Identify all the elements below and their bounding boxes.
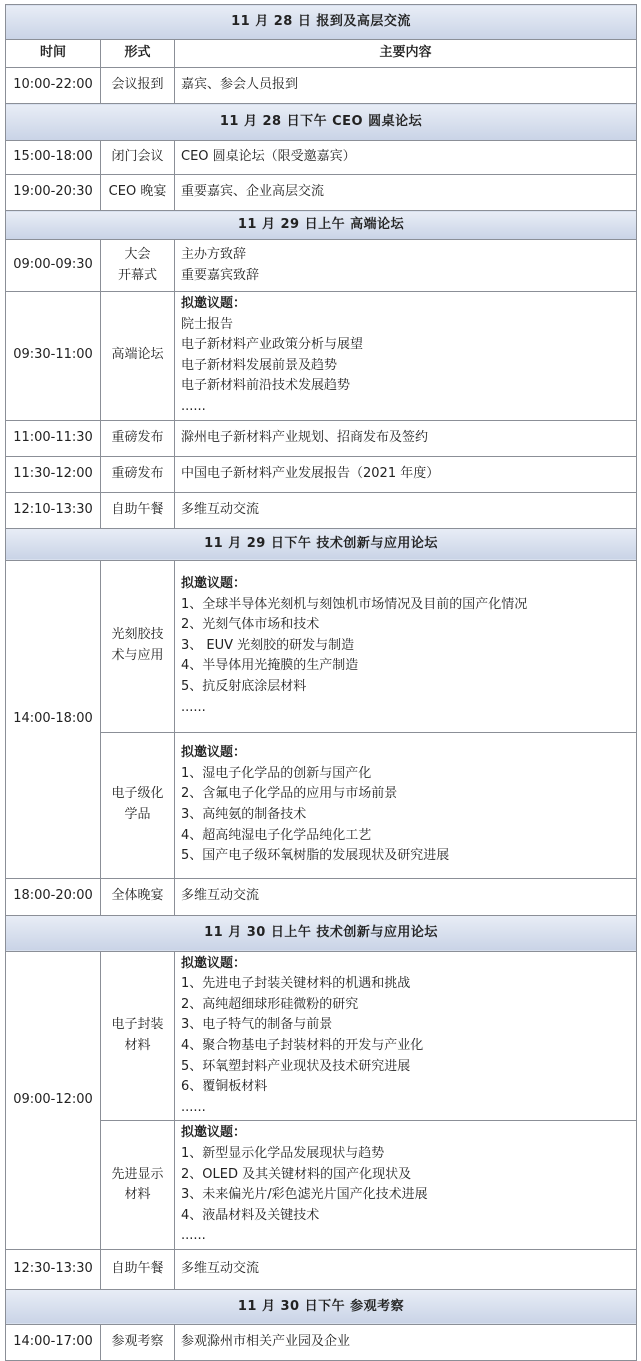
column-header-form: 形式	[101, 40, 175, 68]
form-cell	[101, 68, 175, 104]
form-line: 高端论坛	[111, 347, 164, 363]
form-line: 参观考察	[111, 1334, 164, 1350]
table-row	[6, 175, 637, 211]
form-cell	[101, 951, 175, 1121]
table-row	[6, 732, 637, 878]
table-row	[6, 1249, 637, 1289]
form-line: 闭门会议	[111, 149, 164, 165]
content-line: 多维互动交流	[181, 1261, 260, 1277]
content-line: ......	[181, 398, 206, 414]
content-line: 5、国产电子级环氧树脂的发展现状及研究进展	[181, 848, 450, 864]
time-cell: 09:00-12:00	[6, 951, 101, 1249]
content-cell	[175, 492, 637, 528]
section-title: 11 月 28 日下午 CEO 圆桌论坛	[6, 104, 637, 141]
content-line: 2、高纯超细球形硅微粉的研究	[181, 996, 359, 1012]
content-line: CEO 圆桌论坛（限受邀嘉宾）	[181, 149, 356, 165]
form-line: 光刻胶技	[111, 627, 164, 643]
content-line: 1、湿电子化学品的创新与国产化	[181, 765, 372, 781]
form-cell	[101, 560, 175, 732]
content-line: 6、覆铜板材料	[181, 1079, 268, 1095]
form-line: 材料	[124, 1187, 151, 1203]
form-line: 大会	[124, 246, 151, 262]
section-header	[6, 528, 637, 560]
form-line: 自助午餐	[111, 501, 164, 517]
content-line: ......	[181, 699, 206, 715]
table-row	[6, 292, 637, 421]
section-header	[6, 5, 637, 40]
content-line: 主办方致辞	[181, 246, 247, 262]
form-line: 全体晚宴	[111, 888, 164, 904]
table-row	[6, 420, 637, 456]
content-line: 4、液晶材料及关键技术	[181, 1207, 320, 1223]
column-header-time: 时间	[6, 40, 101, 68]
table-row	[6, 951, 637, 1121]
content-line: 院士报告	[181, 316, 234, 332]
content-cell	[175, 732, 637, 878]
content-line: 中国电子新材料产业发展报告（2021 年度）	[181, 465, 440, 481]
form-cell	[101, 141, 175, 175]
form-cell	[101, 1324, 175, 1360]
content-cell	[175, 292, 637, 421]
content-cell	[175, 240, 637, 292]
content-cell	[175, 1324, 637, 1360]
topic-title: 拟邀议题：	[181, 745, 247, 761]
form-line: 重磅发布	[111, 465, 164, 481]
content-cell	[175, 1121, 637, 1250]
section-header	[6, 915, 637, 951]
topic-title: 拟邀议题：	[181, 1125, 247, 1141]
form-line: 材料	[124, 1037, 151, 1053]
agenda-body	[6, 5, 637, 1361]
form-cell	[101, 240, 175, 292]
form-line: CEO 晚宴	[108, 184, 167, 200]
content-line: 重要嘉宾、企业高层交流	[181, 184, 325, 200]
content-line: ......	[181, 1099, 206, 1115]
content-cell	[175, 68, 637, 104]
time-cell: 14:00-17:00	[6, 1324, 101, 1360]
content-line: 滁州电子新材料产业规划、招商发布及签约	[181, 429, 429, 445]
content-line: 1、全球半导体光刻机与刻蚀机市场情况及目前的国产化情况	[181, 596, 528, 612]
section-header	[6, 104, 637, 141]
table-row	[6, 141, 637, 175]
content-line: 电子新材料产业政策分析与展望	[181, 337, 364, 353]
content-line: 多维互动交流	[181, 888, 260, 904]
section-title: 11 月 29 日上午 高端论坛	[6, 211, 637, 240]
content-line: 3、未来偏光片/彩色滤光片国产化技术进展	[181, 1187, 428, 1203]
form-cell	[101, 492, 175, 528]
table-row	[6, 240, 637, 292]
section-header	[6, 1289, 637, 1324]
time-cell: 11:30-12:00	[6, 456, 101, 492]
form-cell	[101, 732, 175, 878]
content-line: 重要嘉宾致辞	[181, 267, 260, 283]
column-header-row	[6, 40, 637, 68]
content-line: 2、光刻气体市场和技术	[181, 617, 320, 633]
content-line: 4、超高纯湿电子化学品纯化工艺	[181, 827, 372, 843]
form-cell	[101, 292, 175, 421]
time-cell: 10:00-22:00	[6, 68, 101, 104]
form-line: 开幕式	[117, 267, 157, 283]
time-cell: 12:30-13:30	[6, 1249, 101, 1289]
column-header-content: 主要内容	[175, 40, 637, 68]
form-cell	[101, 878, 175, 915]
content-cell	[175, 560, 637, 732]
content-line: 电子新材料前沿技术发展趋势	[181, 378, 351, 394]
time-cell: 11:00-11:30	[6, 420, 101, 456]
content-line: 3、 EUV 光刻胶的研发与制造	[181, 637, 355, 653]
form-line: 重磅发布	[111, 429, 164, 445]
table-row	[6, 1324, 637, 1360]
content-line: 5、抗反射底涂层材料	[181, 678, 307, 694]
time-cell: 19:00-20:30	[6, 175, 101, 211]
content-line: 1、先进电子封装关键材料的机遇和挑战	[181, 976, 411, 992]
form-cell	[101, 1249, 175, 1289]
content-line: 多维互动交流	[181, 501, 260, 517]
form-cell	[101, 456, 175, 492]
content-cell	[175, 141, 637, 175]
section-title: 11 月 29 日下午 技术创新与应用论坛	[6, 528, 637, 560]
content-line: 2、OLED 及其关键材料的国产化现状及	[181, 1166, 412, 1182]
topic-title: 拟邀议题：	[181, 955, 247, 971]
table-row	[6, 68, 637, 104]
form-line: 电子封装	[111, 1017, 164, 1033]
time-cell: 15:00-18:00	[6, 141, 101, 175]
form-line: 术与应用	[111, 648, 164, 664]
content-cell	[175, 1249, 637, 1289]
form-line: 电子级化	[111, 786, 164, 802]
form-cell	[101, 420, 175, 456]
section-title: 11 月 30 日下午 参观考察	[6, 1289, 637, 1324]
time-cell: 18:00-20:00	[6, 878, 101, 915]
content-line: 3、高纯氨的制备技术	[181, 807, 307, 823]
time-cell: 09:00-09:30	[6, 240, 101, 292]
content-line: 4、半导体用光掩膜的生产制造	[181, 658, 359, 674]
time-cell: 12:10-13:30	[6, 492, 101, 528]
agenda-table	[5, 4, 637, 1361]
section-title: 11 月 30 日上午 技术创新与应用论坛	[6, 915, 637, 951]
table-row	[6, 560, 637, 732]
table-row	[6, 1121, 637, 1250]
content-cell	[175, 175, 637, 211]
content-line: ......	[181, 1228, 206, 1244]
content-line: 3、电子特气的制备与前景	[181, 1017, 333, 1033]
content-cell	[175, 951, 637, 1121]
content-cell	[175, 420, 637, 456]
content-cell	[175, 878, 637, 915]
content-line: 4、聚合物基电子封装材料的开发与产业化	[181, 1037, 424, 1053]
table-row	[6, 492, 637, 528]
topic-title: 拟邀议题：	[181, 296, 247, 311]
topic-title: 拟邀议题：	[181, 575, 247, 591]
table-row	[6, 878, 637, 915]
form-line: 会议报到	[111, 77, 164, 93]
form-cell	[101, 1121, 175, 1250]
section-title: 11 月 28 日 报到及高层交流	[6, 5, 637, 40]
table-row	[6, 456, 637, 492]
form-line: 自助午餐	[111, 1261, 164, 1277]
content-line: 1、新型显示化学品发展现状与趋势	[181, 1145, 385, 1161]
content-cell	[175, 456, 637, 492]
form-line: 先进显示	[111, 1166, 164, 1182]
content-line: 电子新材料发展前景及趋势	[181, 357, 338, 373]
content-line: 参观滁州市相关产业园及企业	[181, 1334, 351, 1350]
form-line: 学品	[124, 807, 151, 823]
content-line: 嘉宾、参会人员报到	[181, 77, 299, 93]
time-cell: 14:00-18:00	[6, 560, 101, 878]
content-line: 5、环氧塑封料产业现状及技术研究进展	[181, 1058, 411, 1074]
form-cell	[101, 175, 175, 211]
content-line: 2、含氟电子化学品的应用与市场前景	[181, 786, 398, 802]
time-cell: 09:30-11:00	[6, 292, 101, 421]
section-header	[6, 211, 637, 240]
